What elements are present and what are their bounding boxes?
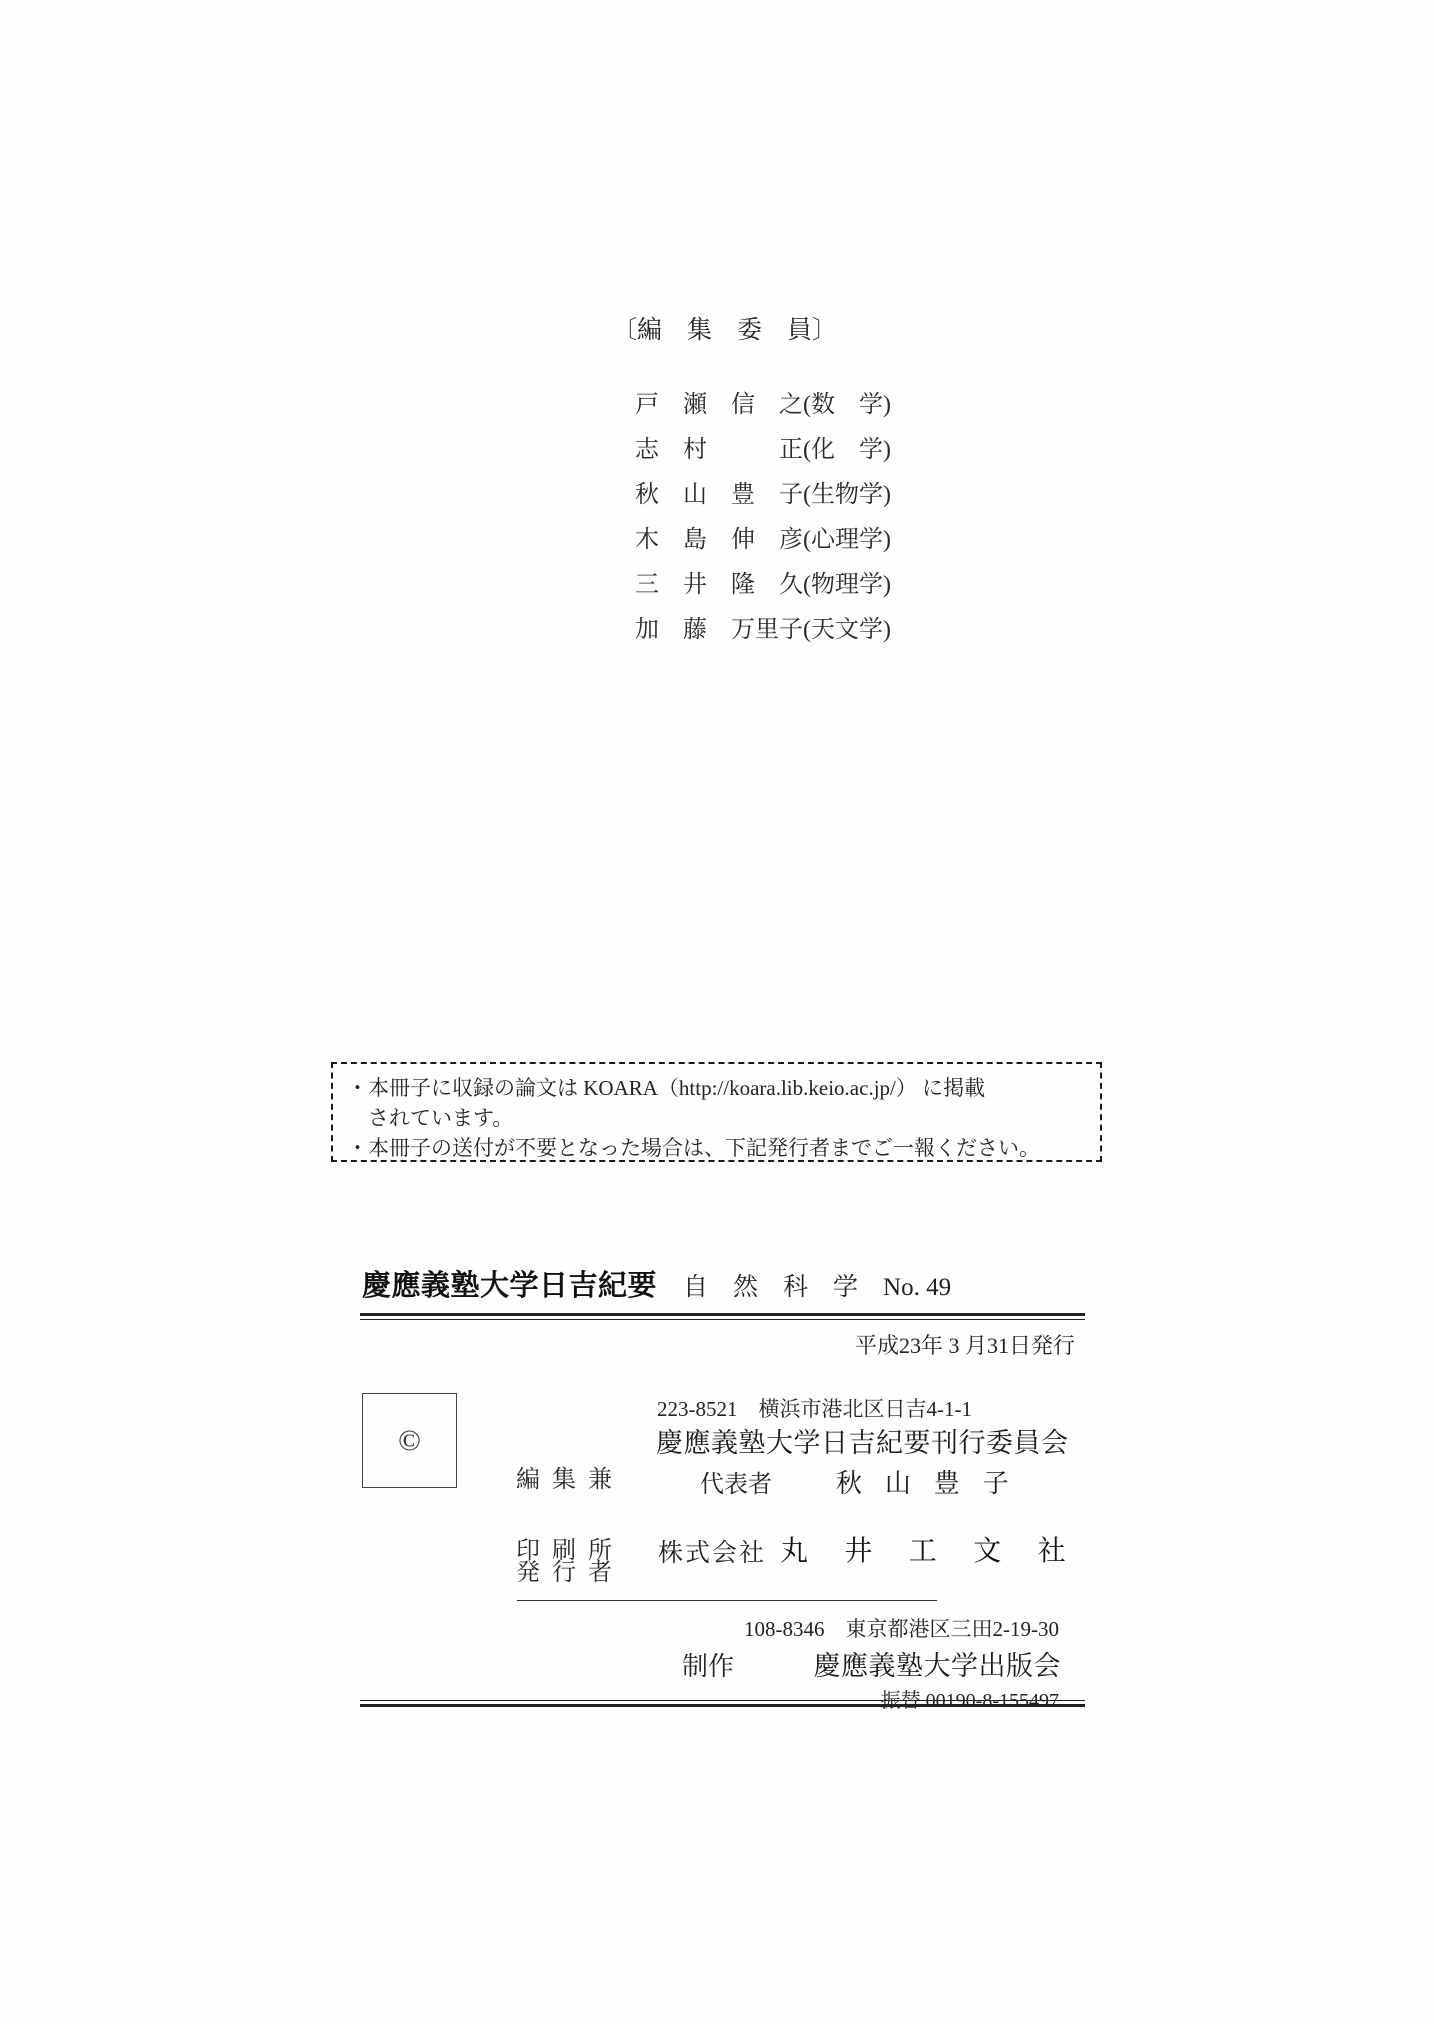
- colophon-title-row: [362, 1263, 951, 1304]
- publisher-label-line: 編 集 兼: [516, 1467, 612, 1493]
- member-name: 加 藤 万里子: [635, 617, 803, 643]
- production-address: 108-8346 東京都港区三田2-19-30: [744, 1617, 1059, 1641]
- copyright-box: [362, 1393, 457, 1488]
- printer-label: 印 刷 所: [516, 1538, 612, 1564]
- editorial-committee-heading: 〔編 集 委 員〕: [612, 317, 838, 344]
- koara-notice-box: [331, 1062, 1102, 1162]
- representative-name: 秋山豊子: [836, 1469, 1032, 1498]
- representative-label: 代表者: [700, 1472, 772, 1498]
- notice-line: ・本冊子に収録の論文は KOARA（http://koara.lib.keio.ac.jp/） に掲載: [347, 1076, 986, 1100]
- printer-name: 丸井工文社: [780, 1536, 1103, 1567]
- production-label: 制作: [682, 1652, 735, 1681]
- copyright-icon: ©: [398, 1423, 421, 1457]
- member-field: (心理学): [803, 527, 891, 553]
- issue-number: No. 49: [883, 1274, 952, 1301]
- publisher-address: 223-8521 横浜市港北区日吉4-1-1: [657, 1397, 972, 1421]
- printer-company-prefix: 株式会社: [658, 1540, 767, 1567]
- production-name: 慶應義塾大学出版会: [813, 1651, 1061, 1681]
- representative-row: [700, 1463, 1032, 1500]
- member-field: (天文学): [803, 617, 891, 643]
- double-rule-top: [360, 1313, 1085, 1320]
- notice-line: ・本冊子の送付が不要となった場合は、下記発行者までご一報ください。: [347, 1136, 1040, 1160]
- publisher-name: 慶應義塾大学日吉紀要刊行委員会: [656, 1428, 1069, 1458]
- postal-transfer-number: 振替 00190-8-155497: [880, 1690, 1059, 1712]
- member-name: 秋 山 豊 子: [635, 482, 803, 508]
- publisher-label-line: 発 行 者: [516, 1560, 612, 1586]
- member-field: (数 学): [803, 392, 891, 418]
- colophon-section: [360, 1263, 1103, 1713]
- member-field: (物理学): [803, 572, 891, 598]
- journal-title: 慶應義塾大学日吉紀要: [362, 1270, 658, 1302]
- member-field: (生物学): [803, 482, 891, 508]
- publisher-label: [516, 1403, 612, 1651]
- divider-rule: [517, 1600, 937, 1601]
- notice-line: されています。: [368, 1106, 514, 1130]
- member-field: (化 学): [803, 437, 891, 463]
- double-rule-bottom: [360, 1700, 1085, 1707]
- publication-date: 平成23年 3 月31日発行: [854, 1333, 1075, 1358]
- journal-series: 自然科学: [683, 1274, 884, 1301]
- member-name: 志 村 正: [635, 437, 803, 463]
- member-name: 三 井 隆 久: [635, 572, 803, 598]
- member-name: 戸 瀬 信 之: [635, 392, 803, 418]
- committee-member-row: [587, 357, 891, 418]
- editorial-committee-list: [587, 357, 891, 643]
- member-name: 木 島 伸 彦: [635, 527, 803, 553]
